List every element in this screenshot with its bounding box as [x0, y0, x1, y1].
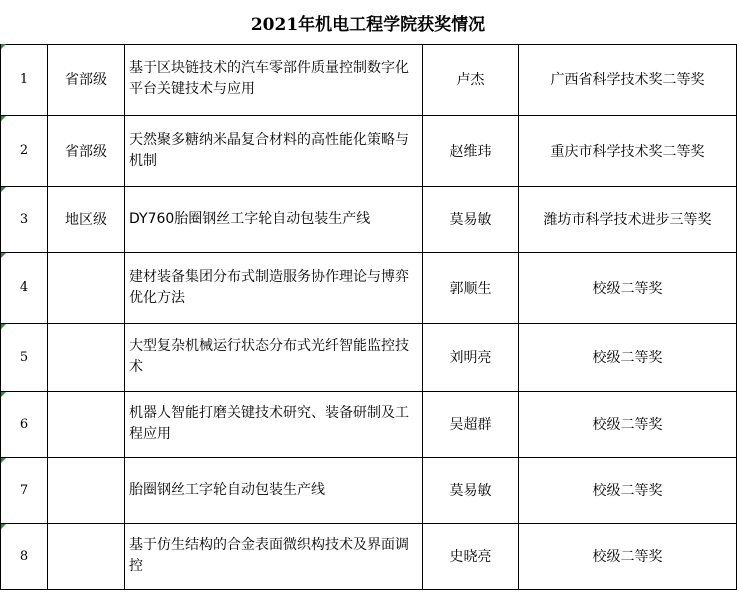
cell-level[interactable] — [48, 457, 125, 523]
cell-person[interactable]: 吴超群 — [423, 391, 519, 457]
cell-number[interactable]: 8 — [1, 523, 48, 589]
cell-number[interactable]: 1 — [1, 44, 48, 115]
table-row — [1, 186, 737, 252]
cell-number[interactable]: 3 — [1, 186, 48, 252]
cell-person[interactable]: 卢杰 — [423, 44, 519, 115]
cell-person[interactable]: 刘明亮 — [423, 323, 519, 391]
cell-award[interactable]: 校级二等奖 — [519, 523, 737, 589]
table-row — [1, 523, 737, 589]
cell-level[interactable] — [48, 323, 125, 391]
cell-project[interactable]: DY760胎圈钢丝工字轮自动包装生产线 — [125, 186, 423, 252]
cell-number[interactable]: 6 — [1, 391, 48, 457]
cell-award[interactable]: 校级二等奖 — [519, 457, 737, 523]
table-row — [1, 44, 737, 115]
table-row — [1, 115, 737, 186]
cell-person[interactable]: 史晓亮 — [423, 523, 519, 589]
cell-number[interactable]: 4 — [1, 252, 48, 323]
cell-award[interactable]: 校级二等奖 — [519, 252, 737, 323]
cell-project[interactable]: 建材装备集团分布式制造服务协作理论与博弈优化方法 — [125, 252, 423, 323]
cell-number[interactable]: 7 — [1, 457, 48, 523]
cell-award[interactable]: 广西省科学技术奖二等奖 — [519, 44, 737, 115]
cell-person[interactable]: 赵维玮 — [423, 115, 519, 186]
cell-project[interactable]: 基于区块链技术的汽车零部件质量控制数字化平台关键技术与应用 — [125, 44, 423, 115]
cell-level[interactable] — [48, 252, 125, 323]
cell-level[interactable] — [48, 391, 125, 457]
cell-project[interactable]: 机器人智能打磨关键技术研究、装备研制及工程应用 — [125, 391, 423, 457]
cell-project[interactable]: 基于仿生结构的合金表面微织构技术及界面调控 — [125, 523, 423, 589]
table-row — [1, 457, 737, 523]
cell-project[interactable]: 天然聚多糖纳米晶复合材料的高性能化策略与机制 — [125, 115, 423, 186]
awards-table — [0, 44, 737, 590]
cell-level[interactable]: 地区级 — [48, 186, 125, 252]
cell-award[interactable]: 校级二等奖 — [519, 391, 737, 457]
cell-award[interactable]: 校级二等奖 — [519, 323, 737, 391]
cell-number[interactable]: 5 — [1, 323, 48, 391]
cell-award[interactable]: 重庆市科学技术奖二等奖 — [519, 115, 737, 186]
cell-award[interactable]: 潍坊市科学技术进步三等奖 — [519, 186, 737, 252]
cell-level[interactable]: 省部级 — [48, 44, 125, 115]
cell-person[interactable]: 郭顺生 — [423, 252, 519, 323]
cell-project[interactable]: 大型复杂机械运行状态分布式光纤智能监控技术 — [125, 323, 423, 391]
cell-person[interactable]: 莫易敏 — [423, 457, 519, 523]
cell-level[interactable]: 省部级 — [48, 115, 125, 186]
table-row — [1, 252, 737, 323]
sheet-title: 2021年机电工程学院获奖情况 — [0, 0, 736, 45]
cell-person[interactable]: 莫易敏 — [423, 186, 519, 252]
cell-number[interactable]: 2 — [1, 115, 48, 186]
table-row — [1, 323, 737, 391]
cell-level[interactable] — [48, 523, 125, 589]
cell-project[interactable]: 胎圈钢丝工字轮自动包装生产线 — [125, 457, 423, 523]
table-row — [1, 391, 737, 457]
